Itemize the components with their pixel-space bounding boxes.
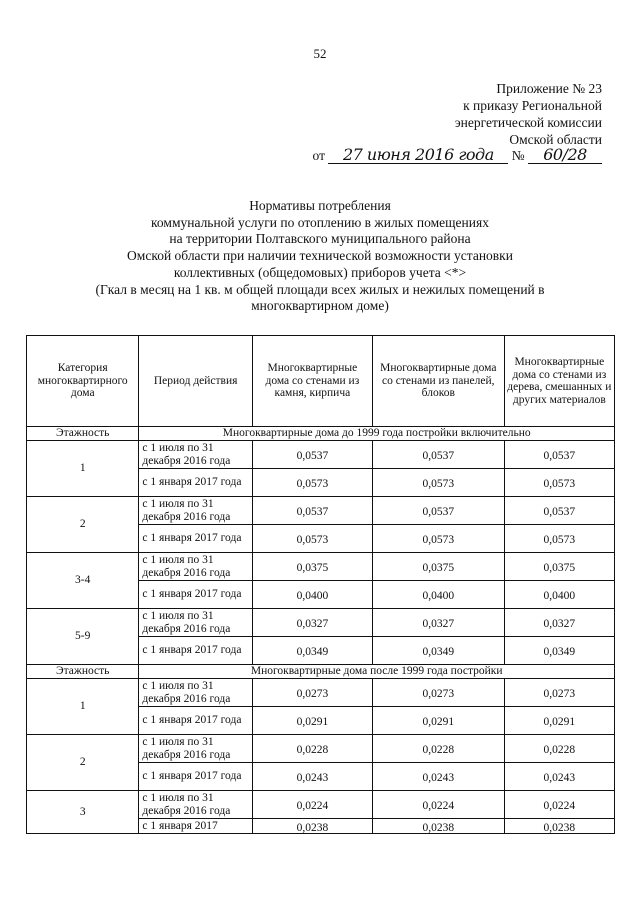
value-text: 0,0228 [543,744,576,757]
category-cell: 1 [27,679,139,735]
title-line: коллективных (общедомовых) приборов учета <*> [173,264,467,280]
period-cell: с 1 января 2017 года [139,469,252,497]
column-header-wood-mixed: Многоквартирные дома со стенами из дерева, смешанных и других материалов [504,336,614,427]
value-text: 0,0327 [543,618,576,631]
period-cell: с 1 января 2017 [139,819,252,834]
value-cell [504,609,614,637]
value-text: 0,0349 [422,646,455,659]
value-cell [504,553,614,581]
norms-table-body [27,336,615,834]
value-text: 0,0273 [296,688,329,701]
value-text: 0,0537 [296,450,329,463]
value-cell [252,525,372,553]
period-cell: с 1 января 2017 года [139,707,252,735]
value-cell [372,791,504,819]
order-number-handwritten: 60/28 [528,146,602,164]
column-header-category: Категория многоквартирного дома [27,336,139,427]
value-cell [252,609,372,637]
appendix-line: Омской области [509,132,602,147]
value-text: 0,0243 [543,772,576,785]
value-text: 0,0238 [422,821,455,834]
value-text: 0,0238 [543,821,576,834]
page-number: 52 [313,46,327,61]
value-cell [252,497,372,525]
value-text: 0,0224 [543,800,576,813]
table-row [27,679,615,707]
period-cell: с 1 января 2017 года [139,637,252,665]
value-text: 0,0349 [543,646,576,659]
column-header-panels-blocks: Многоквартирные дома со стенами из панелей, блоков [372,336,504,427]
value-text: 0,0224 [296,800,329,813]
order-line [313,146,603,164]
value-text: 0,0273 [422,688,455,701]
value-cell [504,763,614,791]
appendix-line: энергетической комиссии [454,115,602,130]
value-cell [504,679,614,707]
category-cell: 3-4 [27,553,139,609]
value-cell [252,441,372,469]
value-text: 0,0228 [422,744,455,757]
value-cell [372,763,504,791]
period-cell: с 1 июля по 31 декабря 2016 года [139,679,252,707]
section-header-row [27,427,615,441]
order-prefix: от [312,148,325,163]
section-title: Многоквартирные дома до 1999 года постройки включительно [139,427,615,441]
value-text: 0,0349 [296,646,329,659]
value-cell [372,553,504,581]
title-line: многоквартирном доме) [251,298,389,314]
table-row [27,791,615,819]
value-cell [252,735,372,763]
value-text: 0,0537 [296,506,329,519]
category-cell: 1 [27,441,139,497]
title-line: Нормативы потребления [249,198,391,213]
value-cell [252,679,372,707]
value-text: 0,0375 [422,562,455,575]
document-title [40,198,600,315]
section-label: Этажность [27,665,139,679]
value-cell [372,735,504,763]
value-cell [252,637,372,665]
value-cell [372,497,504,525]
section-title: Многоквартирные дома после 1999 года постройки [139,665,615,679]
value-cell [252,553,372,581]
table-row [27,441,615,469]
value-cell [252,469,372,497]
section-label: Этажность [27,427,139,441]
value-text: 0,0243 [422,772,455,785]
value-cell [252,819,372,834]
value-cell [504,469,614,497]
category-cell: 2 [27,497,139,553]
value-cell [504,525,614,553]
value-text: 0,0291 [543,716,576,729]
value-text: 0,0273 [543,688,576,701]
value-text: 0,0327 [422,618,455,631]
period-cell: с 1 июля по 31 декабря 2016 года [139,553,252,581]
table-row [27,735,615,763]
value-text: 0,0400 [422,590,455,603]
order-date-handwritten: 27 июня 2016 года [328,146,508,164]
value-cell [372,707,504,735]
value-cell [252,707,372,735]
category-cell: 5-9 [27,609,139,665]
value-text: 0,0537 [543,450,576,463]
value-cell [252,791,372,819]
value-text: 0,0291 [296,716,329,729]
appendix-block [455,80,602,148]
value-text: 0,0537 [543,506,576,519]
value-text: 0,0573 [543,478,576,491]
value-cell [504,819,614,834]
value-cell [372,819,504,834]
period-cell: с 1 июля по 31 декабря 2016 года [139,735,252,763]
value-text: 0,0573 [296,534,329,547]
appendix-line: к приказу Региональной [463,98,602,113]
column-header-period: Период действия [139,336,252,427]
number-sign: № [511,148,525,163]
period-cell: с 1 июля по 31 декабря 2016 года [139,441,252,469]
value-cell [372,609,504,637]
period-cell: с 1 января 2017 года [139,581,252,609]
value-cell [504,441,614,469]
value-text: 0,0573 [296,478,329,491]
value-text: 0,0573 [422,478,455,491]
title-line: Омской области при наличии технической возможности установки [127,248,513,264]
value-cell [504,707,614,735]
value-text: 0,0375 [543,562,576,575]
value-text: 0,0228 [296,744,329,757]
value-text: 0,0375 [296,562,329,575]
value-cell [372,441,504,469]
period-cell: с 1 июля по 31 декабря 2016 года [139,609,252,637]
value-text: 0,0573 [543,534,576,547]
norms-table [26,335,615,834]
category-cell: 3 [27,791,139,834]
value-text: 0,0400 [543,590,576,603]
title-line: на территории Полтавского муниципального района [169,231,471,247]
value-text: 0,0238 [296,821,329,834]
value-cell [504,735,614,763]
period-cell: с 1 января 2017 года [139,763,252,791]
value-text: 0,0573 [422,534,455,547]
period-cell: с 1 января 2017 года [139,525,252,553]
appendix-line: Приложение № 23 [496,81,602,96]
value-text: 0,0537 [422,506,455,519]
table-row [27,497,615,525]
title-line: (Гкал в месяц на 1 кв. м общей площади всех жилых и нежилых помещений в [95,281,545,297]
value-text: 0,0243 [296,772,329,785]
column-header-stone-brick: Многоквартирные дома со стенами из камня, кирпича [252,336,372,427]
value-cell [504,581,614,609]
title-line: коммунальной услуги по отоплению в жилых помещениях [151,214,489,230]
value-text: 0,0327 [296,618,329,631]
table-row [27,553,615,581]
value-cell [372,581,504,609]
section-header-row [27,665,615,679]
value-cell [252,581,372,609]
value-cell [372,469,504,497]
value-text: 0,0537 [422,450,455,463]
value-cell [372,637,504,665]
value-cell [504,791,614,819]
value-cell [504,637,614,665]
category-cell: 2 [27,735,139,791]
table-row [27,609,615,637]
period-cell: с 1 июля по 31 декабря 2016 года [139,497,252,525]
value-cell [504,497,614,525]
value-text: 0,0224 [422,800,455,813]
period-cell: с 1 июля по 31 декабря 2016 года [139,791,252,819]
value-text: 0,0400 [296,590,329,603]
table-header-row [27,336,615,427]
value-cell [252,763,372,791]
value-cell [372,679,504,707]
value-text: 0,0291 [422,716,455,729]
value-cell [372,525,504,553]
